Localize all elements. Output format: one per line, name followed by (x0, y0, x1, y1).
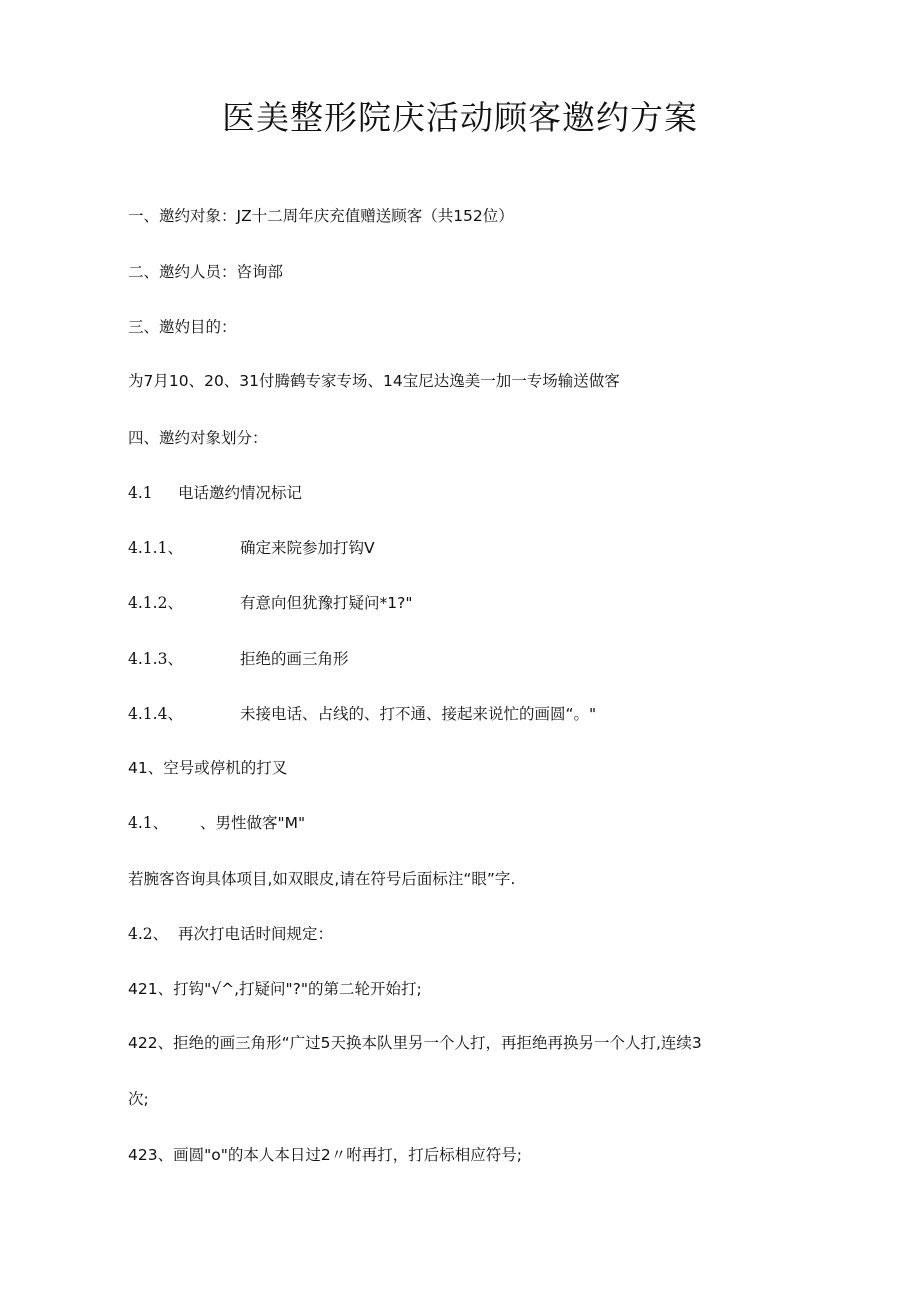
line-number: 4.1.2、 (128, 594, 183, 612)
line-text: 若腕客咨询具体项目,如双眼皮,请在符号后面标注“眼”字. (128, 870, 516, 888)
section-line-invite-target (128, 206, 514, 226)
item-4-1-male (128, 813, 305, 833)
line-number: 4.1.4、 (128, 705, 183, 723)
line-text: 422、拒绝的画三角形“广过5天换本队里另一个人打，再拒绝再换另一个人打,连续3 (128, 1034, 702, 1052)
line-text: 有意向但犹豫打疑问*1?" (240, 594, 413, 612)
item-422-continued (128, 1089, 149, 1109)
page-title: 医美整形院庆活动顾客邀约方案 (222, 98, 698, 137)
item-4-1-4 (128, 704, 596, 724)
item-423 (128, 1145, 522, 1165)
line-text: 再次打电话时间规定： (178, 925, 334, 943)
line-text: 421、打钩"√^,打疑问"?"的第二轮开始打; (128, 980, 422, 998)
line-text: 二、邀约人员：咨询部 (128, 263, 284, 281)
line-text: 、男性做客"M" (200, 814, 306, 832)
line-text: 四、邀约对象划分： (128, 429, 268, 447)
line-text: 三、邀妁目的： (128, 318, 237, 336)
subsection-4-2 (128, 924, 333, 944)
line-number: 4.1.3、 (128, 650, 183, 668)
section-line-purpose (128, 317, 237, 337)
line-text: 41、空号或停机的打叉 (128, 759, 288, 777)
item-4-1-2 (128, 593, 412, 613)
purpose-body (128, 371, 620, 391)
line-number: 4.1 (128, 484, 153, 502)
line-number: 4.1、 (128, 814, 169, 832)
item-4-1-1 (128, 538, 375, 558)
line-text: 电话邀约情况标记 (178, 484, 303, 502)
section-line-invite-staff (128, 262, 283, 282)
line-text: 次; (128, 1090, 149, 1108)
line-number: 4.1.1、 (128, 539, 183, 557)
line-number: 4.2、 (128, 925, 169, 943)
subsection-4-1 (128, 483, 302, 503)
item-422 (128, 1033, 702, 1053)
item-4-1-3 (128, 649, 349, 669)
section-line-target-division (128, 428, 268, 448)
line-text: 确定来院参加打钩V (240, 539, 375, 557)
line-text: 拒绝的画三角形 (240, 650, 349, 668)
line-text: 为7月10、20、31付腾鹤专家专场、14宝尼达逸美一加一专场输送做客 (128, 372, 620, 390)
line-text: 未接电话、占线的、打不通、接起来说忙的画圆“。" (240, 705, 597, 723)
note-project-label (128, 869, 515, 889)
line-text: 一、邀约对象：JZ十二周年庆充值赠送顾客（共152位） (128, 207, 514, 225)
item-421 (128, 979, 422, 999)
line-text: 423、画圆"o"的本人本日过2〃咐再打，打后标相应符号; (128, 1146, 522, 1164)
item-41-empty-number (128, 758, 287, 778)
